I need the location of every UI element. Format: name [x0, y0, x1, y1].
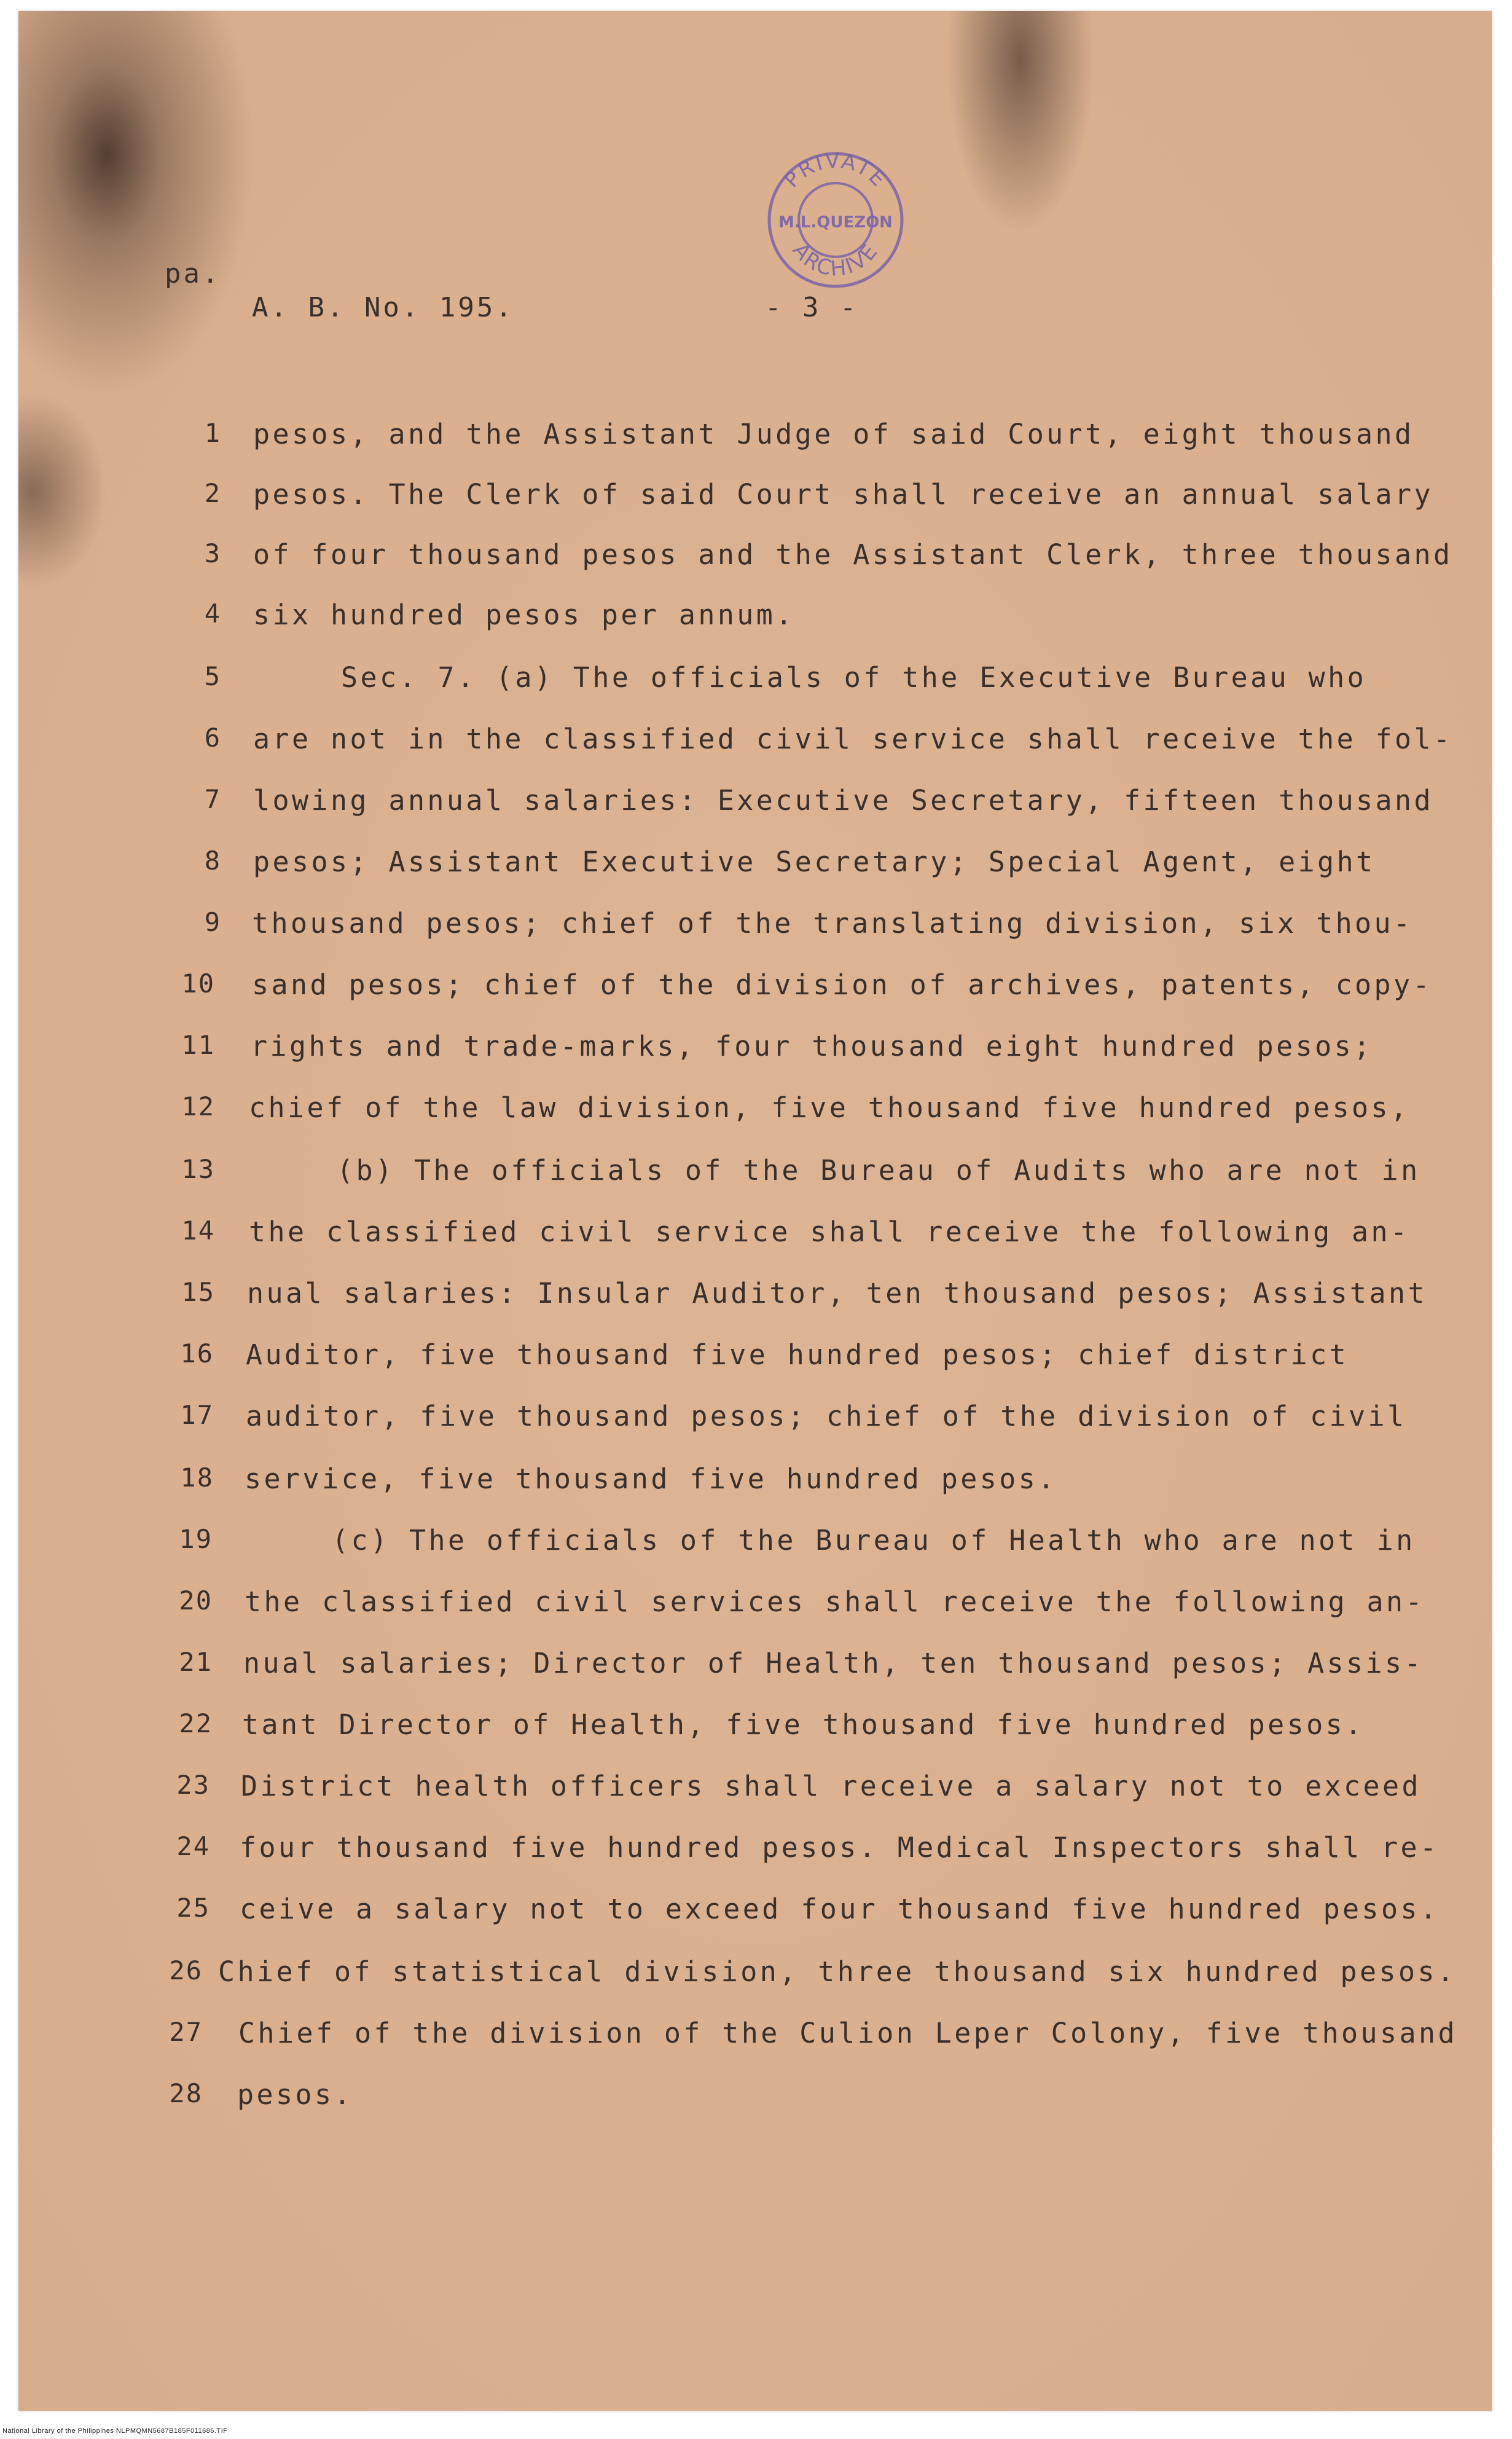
- stamp-middle-text: M.L.QUEZON: [778, 213, 893, 232]
- line-text: six hundred pesos per annum.: [253, 599, 795, 631]
- line-text: District health officers shall receive a salary not to exceed: [241, 1770, 1422, 1802]
- line-text: pesos. The Clerk of said Court shall receive an annual salary: [253, 478, 1434, 511]
- line-number: 17: [180, 1400, 214, 1430]
- line-text: are not in the classified civil service shall receive the fol-: [253, 723, 1453, 755]
- line-text: nual salaries; Director of Health, ten thousand pesos; Assis-: [243, 1647, 1424, 1679]
- line-number: 3: [204, 538, 221, 568]
- line-text: service, five thousand five hundred pesos.: [245, 1463, 1057, 1495]
- line-number: 18: [180, 1463, 214, 1493]
- line-text: nual salaries: Insular Auditor, ten thousand pesos; Assistant: [247, 1277, 1428, 1310]
- line-text: pesos.: [237, 2078, 353, 2111]
- line-text: thousand pesos; chief of the translating division, six thou-: [252, 907, 1413, 940]
- line-number: 23: [176, 1770, 210, 1800]
- stamp-top-text: PRIVATE: [779, 148, 892, 193]
- line-number: 27: [169, 2017, 203, 2047]
- line-number: 8: [204, 846, 221, 876]
- line-number: 16: [180, 1338, 214, 1369]
- line-number: 20: [179, 1585, 213, 1616]
- line-text: pesos; Assistant Executive Secretary; Special Agent, eight: [253, 846, 1376, 878]
- line-text: Chief of statistical division, three thousand six hundred pesos.: [218, 1955, 1457, 1988]
- line-number: 26: [169, 1955, 203, 1985]
- line-number: 24: [176, 1831, 210, 1861]
- line-number: 25: [176, 1893, 210, 1923]
- line-number: 15: [181, 1277, 215, 1307]
- line-text: Sec. 7. (a) The officials of the Executive Bureau who: [341, 661, 1367, 694]
- line-number: 9: [204, 907, 221, 937]
- line-number: 1: [204, 418, 221, 448]
- line-number: 6: [204, 723, 221, 753]
- line-number: 19: [179, 1524, 213, 1554]
- line-number: 22: [179, 1708, 213, 1738]
- line-text: four thousand five hundred pesos. Medical Inspectors shall re-: [240, 1831, 1440, 1864]
- bill-number: A. B. No. 195.: [252, 292, 514, 323]
- line-text: pesos, and the Assistant Judge of said Court, eight thousand: [253, 418, 1414, 450]
- line-number: 11: [181, 1030, 215, 1060]
- line-text: the classified civil service shall receive the following an-: [249, 1216, 1410, 1248]
- line-number: 7: [204, 784, 221, 814]
- line-text: sand pesos; chief of the division of archives, patents, copy-: [252, 968, 1433, 1001]
- stamp-bottom-text: ARCHIVE: [788, 238, 883, 281]
- typist-initials: pa.: [165, 258, 221, 289]
- line-text: lowing annual salaries: Executive Secretary, fifteen thousand: [253, 784, 1434, 817]
- line-number: 5: [204, 661, 221, 691]
- line-text: (b) The officials of the Bureau of Audits who are not in: [337, 1154, 1420, 1187]
- line-text: the classified civil services shall receive the following an-: [245, 1585, 1425, 1618]
- line-number: 13: [181, 1154, 215, 1184]
- line-number: 28: [169, 2078, 203, 2108]
- line-text: chief of the law division, five thousand five hundred pesos,: [249, 1091, 1410, 1124]
- line-number: 14: [181, 1216, 215, 1246]
- line-text: auditor, five thousand pesos; chief of the division of civil: [246, 1400, 1407, 1432]
- line-text: tant Director of Health, five thousand five hundred pesos.: [242, 1708, 1365, 1741]
- line-text: (c) The officials of the Bureau of Health who are not in: [332, 1524, 1416, 1557]
- line-text: of four thousand pesos and the Assistant Clerk, three thousand: [253, 538, 1453, 571]
- line-text: ceive a salary not to exceed four thousand five hundred pesos.: [240, 1893, 1440, 1925]
- line-number: 4: [204, 599, 221, 629]
- line-number: 21: [179, 1647, 213, 1677]
- scan-footer: National Library of the Philippines NLPMQMN5687B185F011686.TIF: [2, 2427, 228, 2435]
- line-number: 2: [204, 478, 221, 508]
- page-number: - 3 -: [765, 292, 859, 323]
- line-text: Chief of the division of the Culion Leper Colony, five thousand: [238, 2017, 1458, 2049]
- line-text: rights and trade-marks, four thousand eight hundred pesos;: [251, 1030, 1373, 1062]
- line-number: 12: [181, 1091, 215, 1121]
- line-number: 10: [181, 968, 215, 999]
- line-text: Auditor, five thousand five hundred pesos; chief district: [246, 1338, 1349, 1371]
